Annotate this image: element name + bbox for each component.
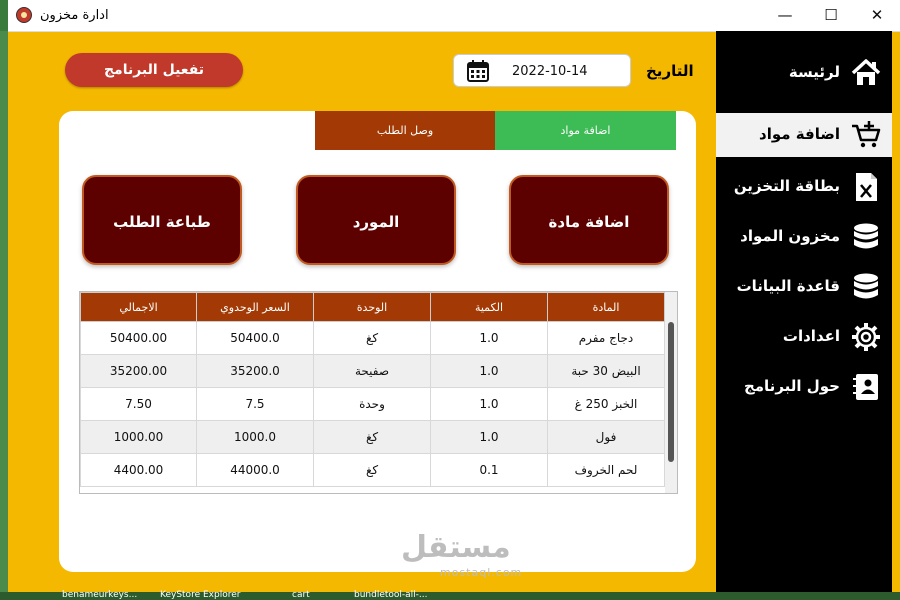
date-value: 2022-10-14	[512, 64, 588, 79]
items-table	[79, 291, 678, 494]
cell-item: الخبز 250 غ	[548, 388, 665, 421]
cell-total: 7.50	[81, 388, 197, 421]
calendar-icon[interactable]	[466, 59, 490, 83]
sidebar-item-stock-card[interactable]	[716, 165, 892, 209]
taskbar-item[interactable]: benameurkeys...	[62, 590, 138, 600]
column-header-quantity[interactable]: الكمية	[431, 293, 548, 322]
table-row[interactable]	[81, 355, 665, 388]
table-row[interactable]	[81, 322, 665, 355]
sidebar-item-label: اعدادات	[782, 327, 840, 345]
cell-total: 1000.00	[81, 421, 197, 454]
sidebar-item-home[interactable]	[716, 51, 892, 95]
database-icon	[850, 271, 882, 303]
column-header-total[interactable]: الاجمالي	[81, 293, 197, 322]
table-row[interactable]	[81, 421, 665, 454]
sidebar-item-label: مخزون المواد	[740, 227, 840, 245]
sidebar	[716, 31, 892, 594]
title-bar	[8, 0, 900, 32]
date-label: التاريخ	[646, 62, 694, 80]
maximize-button[interactable]: ☐	[824, 6, 838, 24]
close-button[interactable]: ✕	[870, 6, 884, 24]
cell-unit: صفيحة	[314, 355, 431, 388]
watermark: مستقل	[401, 530, 511, 565]
sidebar-item-settings[interactable]	[716, 315, 892, 359]
table-scrollbar[interactable]	[665, 292, 677, 493]
desktop-background	[0, 31, 8, 592]
cell-quantity: 1.0	[431, 421, 548, 454]
cell-item: لحم الخروف	[548, 454, 665, 487]
app-icon	[16, 7, 32, 23]
cell-item: البيض 30 حبة	[548, 355, 665, 388]
sidebar-item-label: قاعدة البيانات	[736, 277, 840, 295]
sidebar-item-label: حول البرنامج	[743, 377, 840, 395]
taskbar-item[interactable]: KeyStore Explorer	[160, 590, 241, 600]
cell-item: دجاج مفرم	[548, 322, 665, 355]
cell-item: فول	[548, 421, 665, 454]
sidebar-item-label: بطاقة التخزين	[733, 177, 840, 195]
sidebar-item-label: لرئيسة	[788, 63, 840, 81]
cell-unit: كغ	[314, 454, 431, 487]
cell-total: 35200.00	[81, 355, 197, 388]
app-window	[8, 0, 900, 600]
sidebar-item-about[interactable]	[716, 365, 892, 409]
cell-quantity: 1.0	[431, 322, 548, 355]
taskbar-item[interactable]: cart	[292, 590, 310, 600]
tab-add-items[interactable]: اضافة مواد	[495, 111, 676, 150]
home-icon	[850, 57, 882, 89]
cell-quantity: 1.0	[431, 355, 548, 388]
cell-unit-price: 50400.0	[197, 322, 314, 355]
cell-total: 4400.00	[81, 454, 197, 487]
window-title: ادارة مخزون	[40, 8, 109, 23]
tab-order-receipt[interactable]: وصل الطلب	[315, 111, 495, 150]
table-row[interactable]	[81, 388, 665, 421]
database-icon	[850, 221, 882, 253]
column-header-unit[interactable]: الوحدة	[314, 293, 431, 322]
gear-icon	[850, 321, 882, 353]
column-header-item[interactable]: المادة	[548, 293, 665, 322]
watermark-sub: mostaql.com	[440, 566, 523, 579]
contact-card-icon	[850, 371, 882, 403]
cell-unit: وحدة	[314, 388, 431, 421]
taskbar-item[interactable]: bundletool-all-...	[354, 590, 428, 600]
sidebar-item-label: اضافة مواد	[759, 125, 840, 143]
print-order-button[interactable]: طباعة الطلب	[82, 175, 242, 265]
cell-quantity: 1.0	[431, 388, 548, 421]
cart-add-icon	[850, 119, 882, 151]
sidebar-item-database[interactable]	[716, 265, 892, 309]
sidebar-item-add-items[interactable]	[716, 113, 892, 157]
supplier-button[interactable]: المورد	[296, 175, 456, 265]
cell-unit: كغ	[314, 421, 431, 454]
sidebar-item-inventory[interactable]	[716, 215, 892, 259]
content-panel	[59, 111, 696, 572]
minimize-button[interactable]: —	[777, 6, 793, 24]
cell-quantity: 0.1	[431, 454, 548, 487]
cell-unit-price: 35200.0	[197, 355, 314, 388]
table-row[interactable]	[81, 454, 665, 487]
add-item-button[interactable]: اضافة مادة	[509, 175, 669, 265]
cell-unit-price: 1000.0	[197, 421, 314, 454]
excel-icon	[850, 171, 882, 203]
activate-program-button[interactable]: تفعيل البرنامج	[65, 53, 243, 87]
cell-unit: كغ	[314, 322, 431, 355]
table-header-row	[81, 293, 665, 322]
date-field[interactable]	[453, 54, 631, 87]
column-header-unit-price[interactable]: السعر الوحدوي	[197, 293, 314, 322]
cell-unit-price: 44000.0	[197, 454, 314, 487]
scrollbar-thumb[interactable]	[668, 322, 674, 462]
cell-unit-price: 7.5	[197, 388, 314, 421]
cell-total: 50400.00	[81, 322, 197, 355]
